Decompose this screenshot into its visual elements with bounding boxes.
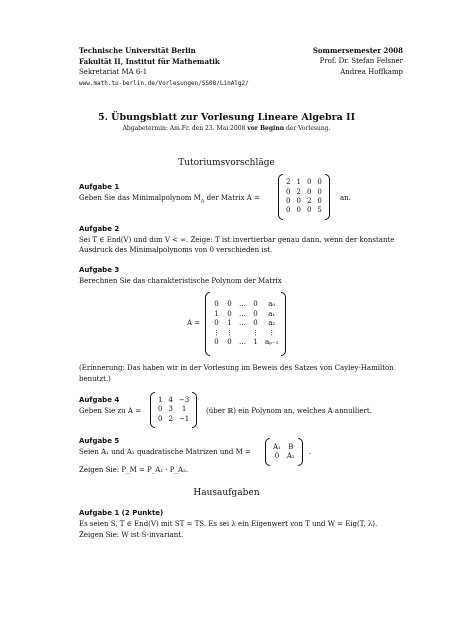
matrix-cell: 1 <box>158 395 163 404</box>
matrix-cell <box>236 329 249 338</box>
haus-a1-label: Aufgabe 1 (2 Punkte) <box>79 509 164 517</box>
right-paren <box>325 174 330 220</box>
tut-a3-matrix <box>205 292 286 356</box>
tut-a3-note2: benutzt.) <box>79 375 111 383</box>
matrix-cell: 2 <box>168 414 173 423</box>
professor: Prof. Dr. Stefan Felsner <box>319 57 403 65</box>
matrix-row <box>210 319 281 328</box>
matrix-cell: 0 <box>253 319 258 328</box>
matrix-table <box>210 300 281 347</box>
matrix-row <box>210 329 281 338</box>
tut-a2-line2: Ausdruck des Minimalpolynoms von 0 verschieden ist. <box>79 246 273 254</box>
matrix-cell: 0 <box>158 414 163 423</box>
matrix-cell: 1 <box>227 319 232 328</box>
tut-a2-label: Aufgabe 2 <box>79 225 120 233</box>
tut-a3-lhs: A = <box>187 319 201 327</box>
matrix-row <box>210 338 281 347</box>
matrix-cell: 0 <box>286 187 291 196</box>
right-paren <box>281 292 286 356</box>
matrix-cell: ⋮ <box>252 328 259 337</box>
matrix-cell: A₁ <box>273 442 281 451</box>
matrix-cell: 1 <box>214 309 219 318</box>
matrix-cell: −1 <box>178 414 190 423</box>
matrix-cell: 0 <box>158 405 163 414</box>
matrix-cell: 2 <box>286 178 291 187</box>
section-haus-heading: Hausaufgaben <box>193 488 260 498</box>
matrix-row <box>283 188 325 197</box>
matrix-cell: 3 <box>168 405 173 414</box>
tut-a1-matrix <box>278 174 330 220</box>
matrix-cell: 5 <box>317 206 322 215</box>
tut-a4-label: Aufgabe 4 <box>79 396 120 404</box>
matrix-cell: aₚ₋₁ <box>265 338 279 347</box>
university-name: Technische Universität Berlin <box>79 46 196 55</box>
semester: Sommersemester 2008 <box>312 46 403 55</box>
tut-a1-label: Aufgabe 1 <box>79 183 120 191</box>
tut-a5-after: . <box>309 448 312 456</box>
matrix-cell: a₂ <box>268 319 276 328</box>
matrix-cell: 0 <box>214 338 219 347</box>
matrix-cell: 0 <box>227 309 232 318</box>
matrix-table <box>155 396 192 424</box>
matrix-cell: 0 <box>296 197 301 205</box>
matrix-cell: … <box>239 309 246 318</box>
right-paren <box>298 438 303 466</box>
matrix-row <box>210 300 281 309</box>
matrix-cell: 0 <box>274 452 280 460</box>
haus-a1-line2: Zeigen Sie: W ist S-invariant. <box>79 531 184 539</box>
matrix-row <box>155 396 192 405</box>
matrix-row <box>155 415 192 424</box>
tut-a3-note1: (Erinnerung: Das haben wir in der Vorlesung im Beweis des Satzes von Cayley-Hamilton <box>79 364 394 372</box>
secretariat: Sekretariat MA 6-1 <box>79 68 148 76</box>
matrix-cell: 0 <box>227 300 232 309</box>
course-url[interactable]: www.math.tu-berlin.de/Vorlesungen/SS08/LinAlg2/ <box>79 80 249 87</box>
tut-a5-label: Aufgabe 5 <box>79 437 120 445</box>
matrix-cell: 4 <box>168 395 173 404</box>
tut-a3-label: Aufgabe 3 <box>79 266 120 274</box>
matrix-cell: a₀ <box>268 300 276 309</box>
matrix-cell: 1 <box>181 405 187 414</box>
matrix-cell: a₁ <box>268 309 276 318</box>
matrix-cell: … <box>239 338 246 347</box>
matrix-cell: 0 <box>317 178 322 187</box>
matrix-row <box>283 178 325 187</box>
matrix-cell: ⋮ <box>213 328 220 337</box>
tut-a5-show: Zeigen Sie: P_M = P_A₁ · P_A₂. <box>79 466 189 474</box>
matrix-cell: −3 <box>178 395 190 404</box>
matrix-cell: 0 <box>214 319 219 328</box>
tut-a2-line1: Sei T ∈ End(V) und dim V < ∞. Zeige: T ist invertierbar genau dann, wenn der konstante <box>79 236 395 244</box>
matrix-row <box>283 197 325 206</box>
right-paren <box>192 392 197 428</box>
matrix-cell: … <box>239 300 246 309</box>
matrix-cell: B <box>288 442 294 451</box>
matrix-cell: 0 <box>317 197 322 205</box>
matrix-table <box>283 178 325 216</box>
matrix-cell: ⋮ <box>268 328 276 337</box>
tut-a4-matrix <box>150 392 197 428</box>
matrix-cell: 0 <box>306 206 312 215</box>
matrix-row <box>270 452 298 461</box>
tut-a5-text: Seien A₁ und A₂ quadratische Matrizen und M = <box>79 448 251 456</box>
matrix-cell: 2 <box>296 187 301 196</box>
matrix-cell: 1 <box>296 178 301 187</box>
matrix-cell: 0 <box>286 197 291 205</box>
matrix-cell: 0 <box>253 300 258 309</box>
matrix-cell: 0 <box>317 187 322 196</box>
matrix-cell: 0 <box>296 206 301 215</box>
sheet-title: 5. Übungsblatt zur Vorlesung Lineare Algebra II <box>97 112 356 123</box>
matrix-row <box>270 443 298 452</box>
tut-a1-text: Geben Sie das Minimalpolynom $M_A$ der Matrix A = <box>79 194 260 205</box>
matrix-row <box>283 206 325 215</box>
haus-a1-line1: Es seien S, T ∈ End(V) mit ST = TS. Es sei λ ein Eigenwert von T und W = Eig(T, λ). <box>79 520 378 528</box>
assistant: Andrea Hoffkamp <box>340 68 403 76</box>
matrix-row <box>155 405 192 414</box>
tut-a3-text: Berechnen Sie das charakteristische Polynom der Matrix <box>79 277 282 285</box>
matrix-cell: 0 <box>253 309 258 318</box>
section-tutorium-heading: Tutoriumsvorschläge <box>178 158 275 168</box>
matrix-cell: 0 <box>306 187 312 196</box>
tut-a1-after: an. <box>340 194 351 202</box>
matrix-cell: 0 <box>306 178 312 187</box>
matrix-cell: 1 <box>253 338 258 347</box>
due-date: Abgabetermin: Am Fr. den 23. Mai 2008 vor Beginn der Vorlesung. <box>122 125 331 132</box>
matrix-cell: 0 <box>286 206 291 215</box>
matrix-table <box>270 443 298 462</box>
matrix-cell: 0 <box>227 338 232 347</box>
matrix-cell: … <box>239 319 246 328</box>
tut-a5-matrix <box>265 438 303 466</box>
tut-a4-after: (über ℝ) ein Polynom an, welches A annulliert. <box>206 407 372 415</box>
matrix-cell: 2 <box>306 197 312 205</box>
matrix-cell: 0 <box>214 300 219 309</box>
matrix-row <box>210 310 281 319</box>
faculty-name: Fakultät II, Institut für Mathematik <box>79 57 220 66</box>
tut-a4-text: Geben Sie zu A = <box>79 407 142 415</box>
matrix-cell: A₂ <box>286 452 295 460</box>
matrix-cell: ⋮ <box>226 328 233 337</box>
